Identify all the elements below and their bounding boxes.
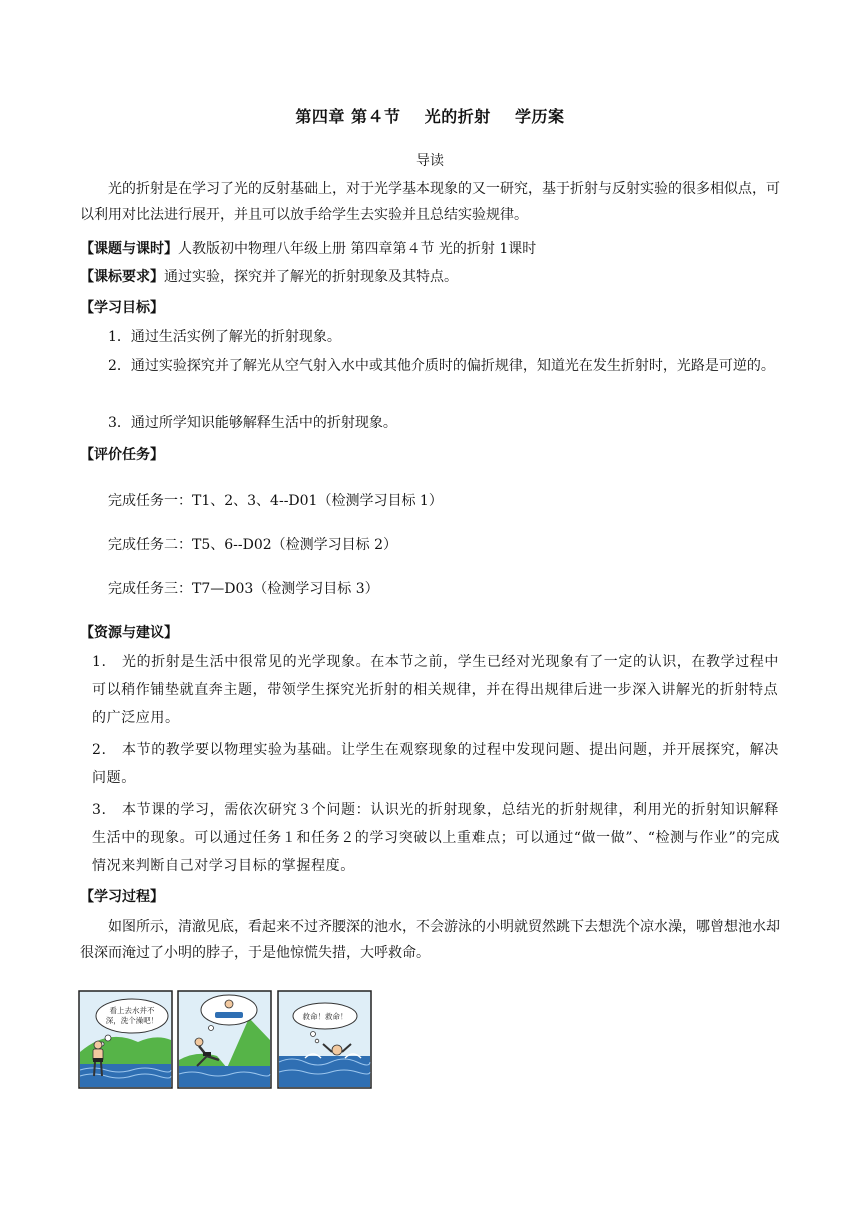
- task-item: 完成任务三：T7—D03（检测学习目标 3）: [108, 581, 379, 597]
- task-item: 完成任务一：T1、2、3、4--D01（检测学习目标 1）: [108, 493, 443, 509]
- panel1-bubble-line2: 深，洗个澡吧！: [105, 1016, 159, 1025]
- topic-text: 人教版初中物理八年级上册 第四章第４节 光的折射 1课时: [178, 241, 537, 257]
- resource-text: 光的折射是生活中很常见的光学现象。在本节之前，学生已经对光现象有了一定的认识，在教学过程中可以稍作铺垫就直奔主题，带领学生探究光折射的相关规律，并在得出规律后进一步深入讲解光的折射特点的广泛应用。: [92, 654, 779, 726]
- process-heading: 【学习过程】: [80, 889, 164, 905]
- task-item: 完成任务二：T5、6--D02（检测学习目标 2）: [108, 537, 398, 553]
- panel3-bubble-text: 救命！救命！: [302, 1012, 348, 1021]
- resource-item: [92, 796, 784, 880]
- comic-strip: [78, 990, 372, 1090]
- standard-label: 【课标要求】: [80, 269, 164, 285]
- resource-number: 2.: [92, 742, 107, 758]
- panel1-bubble-line1: 看上去水并不: [109, 1006, 155, 1015]
- resource-item: [92, 648, 784, 732]
- resource-number: 1.: [92, 654, 107, 670]
- process-paragraph: 如图所示，清澈见底，看起来不过齐腰深的池水，不会游泳的小明就贸然跳下去想洗个凉水澡，哪曾想池水却很深而淹过了小明的脖子，于是他惊慌失措，大呼救命。: [80, 919, 780, 961]
- goal-item: 2．通过实验探究并了解光从空气射入水中或其他介质时的偏折规律，知道光在发生折射时，光路是可逆的。: [108, 358, 775, 374]
- resource-text: 本节的教学要以物理实验为基础。让学生在观察现象的过程中发现问题、提出问题，并开展探究，解决问题。: [92, 742, 779, 786]
- intro-paragraph: 光的折射是在学习了光的反射基础上，对于光学基本现象的又一研究，基于折射与反射实验的很多相似点，可以利用对比法进行展开，并且可以放手给学生去实验并且总结实验规律。: [80, 181, 780, 223]
- goal-item: 1．通过生活实例了解光的折射现象。: [108, 329, 341, 345]
- resources-heading: 【资源与建议】: [80, 625, 178, 641]
- comic-panel-3: [278, 991, 371, 1088]
- standard-line: [80, 264, 780, 290]
- resource-text: 本节课的学习，需依次研究３个问题：认识光的折射现象，总结光的折射规律，利用光的折射知识解释生活中的现象。可以通过任务１和任务２的学习突破以上重难点；可以通过“做一做”、“检测与作业”的完成情况来判断自己对学习目标的掌握程度。: [92, 802, 781, 874]
- standard-text: 通过实验，探究并了解光的折射现象及其特点。: [164, 269, 458, 285]
- page-title: 第四章 第４节 光的折射 学历案: [295, 107, 565, 126]
- resource-item: [92, 736, 784, 792]
- goals-heading: 【学习目标】: [80, 300, 164, 316]
- comic-panel-1: [79, 991, 172, 1088]
- resource-number: 3.: [92, 802, 107, 818]
- comic-panel-2: [178, 991, 271, 1088]
- section-subtitle: 导读: [416, 153, 444, 169]
- topic-label: 【课题与课时】: [80, 241, 178, 257]
- tasks-heading: 【评价任务】: [80, 447, 164, 463]
- goal-item: 3．通过所学知识能够解释生活中的折射现象。: [108, 415, 397, 431]
- topic-line: [80, 236, 780, 262]
